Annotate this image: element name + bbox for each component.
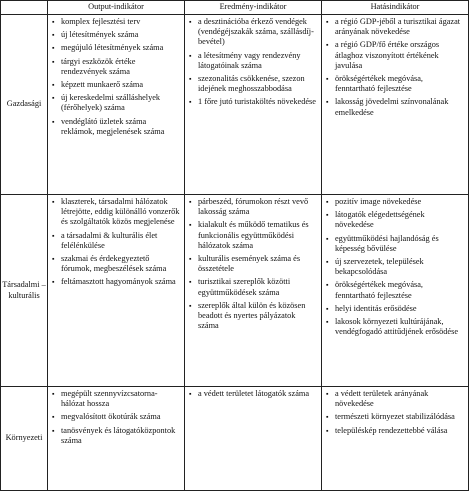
list-item: ▪ a védett területek arányának növekedése [326, 389, 465, 409]
output-list [52, 197, 181, 288]
list-item: ▪ komplex fejlesztési terv [52, 17, 181, 27]
table-row [1, 195, 469, 387]
list-item: ▪ turisztikai szereplők közötti együttműködések száma [189, 277, 318, 297]
impact-list [326, 17, 465, 118]
impact-cell [322, 195, 469, 387]
output-list [52, 389, 181, 446]
list-item: ▪ megújuló létesítmények száma [52, 43, 181, 53]
list-item: ▪ a védett területet látogatók száma [189, 389, 318, 399]
impact-list [326, 197, 465, 337]
list-item: ▪ örökségértékek megóvása, fenntartható fejlesztése [326, 280, 465, 300]
list-item: ▪ településkép rendezettebbé válása [326, 426, 465, 436]
header-result: Eredmény-indikátor [185, 1, 322, 15]
list-item: ▪ lakosok környezeti kultúrájának, vendégfogadó attitűdjének erősödése [326, 317, 465, 337]
list-item: ▪ új létesítmények száma [52, 30, 181, 40]
header-output: Output-indikátor [48, 1, 185, 15]
list-item: ▪ új kereskedelmi szálláshelyek (férőhelyek) száma [52, 93, 181, 113]
list-item: ▪ tárgyi eszközök értéke rendezvények száma [52, 57, 181, 77]
list-item: ▪ megépült szennyvízcsatorna-hálózat hossza [52, 389, 181, 409]
table-row [1, 15, 469, 195]
list-item: ▪ a társadalmi & kulturális élet felélénkülése [52, 231, 181, 251]
output-cell [48, 15, 185, 195]
impact-cell [322, 387, 469, 491]
list-item: ▪ együttműködési hajlandóság és képesség bővülése [326, 234, 465, 254]
row-category-label: Társadalmi – kulturális [1, 195, 48, 387]
impact-cell [322, 15, 469, 195]
list-item: ▪ a régió GDP/fő értéke országos átlaghoz viszonyított értékének javulása [326, 40, 465, 71]
list-item: ▪ szezonalitás csökkenése, szezon idejének meghosszabbodása [189, 74, 318, 94]
list-item: ▪ szereplők által külön és közösen beadott és nyertes pályázatok száma [189, 301, 318, 332]
list-item: ▪ vendéglátó üzletek száma reklámok, megjelenések száma [52, 117, 181, 137]
row-category-label: Gazdasági [1, 15, 48, 195]
header-row [1, 1, 469, 15]
header-impact: Hatásindikátor [322, 1, 469, 15]
list-item: ▪ párbeszéd, fórumokon részt vevő lakosság száma [189, 197, 318, 217]
list-item: ▪ klaszterek, társadalmi hálózatok létrejötte, eddig különálló vonzerők és szolgáltatók közös megjelenése [52, 197, 181, 228]
list-item: ▪ képzett munkaerő száma [52, 80, 181, 90]
list-item: ▪ megvalósított ökotúrák száma [52, 412, 181, 422]
output-cell [48, 195, 185, 387]
result-list [189, 389, 318, 399]
output-cell [48, 387, 185, 491]
result-list [189, 197, 318, 331]
list-item: ▪ kulturális események száma és összetétele [189, 254, 318, 274]
result-cell [185, 15, 322, 195]
list-item: ▪ a létesítmény vagy rendezvény látogatóinak száma [189, 51, 318, 71]
header-empty [1, 1, 48, 15]
row-category-label: Környezeti [1, 387, 48, 491]
impact-list [326, 389, 465, 436]
list-item: ▪ természeti környezet stabilizálódása [326, 412, 465, 422]
list-item: ▪ helyi identitás erősödése [326, 304, 465, 314]
table-row [1, 387, 469, 491]
list-item: ▪ új szervezetek, települések bekapcsolódása [326, 257, 465, 277]
result-cell [185, 195, 322, 387]
list-item: ▪ látogatók elégedettségének növekedése [326, 210, 465, 230]
list-item: ▪ szakmai és érdekegyeztető fórumok, megbeszélések száma [52, 254, 181, 274]
list-item: ▪ kialakult és működő tematikus és funkcionális együttműködési hálózatok száma [189, 220, 318, 251]
result-cell [185, 387, 322, 491]
list-item: ▪ a régió GDP-jéből a turisztikai ágazat arányának növekedése [326, 17, 465, 37]
list-item: ▪ örökségértékek megóvása, fenntartható fejlesztése [326, 74, 465, 94]
result-list [189, 17, 318, 108]
output-list [52, 17, 181, 137]
list-item: ▪ pozitív image növekedése [326, 197, 465, 207]
list-item: ▪ 1 főre jutó turistaköltés növekedése [189, 97, 318, 107]
list-item: ▪ lakosság jövedelmi színvonalának emelkedése [326, 97, 465, 117]
list-item: ▪ feltámasztott hagyományok száma [52, 277, 181, 287]
list-item: ▪ a desztinációba érkező vendégek (vendégéjszakák száma, szállásdíj-bevétel) [189, 17, 318, 48]
list-item: ▪ tanösvények és látogatóközpontok száma [52, 426, 181, 446]
